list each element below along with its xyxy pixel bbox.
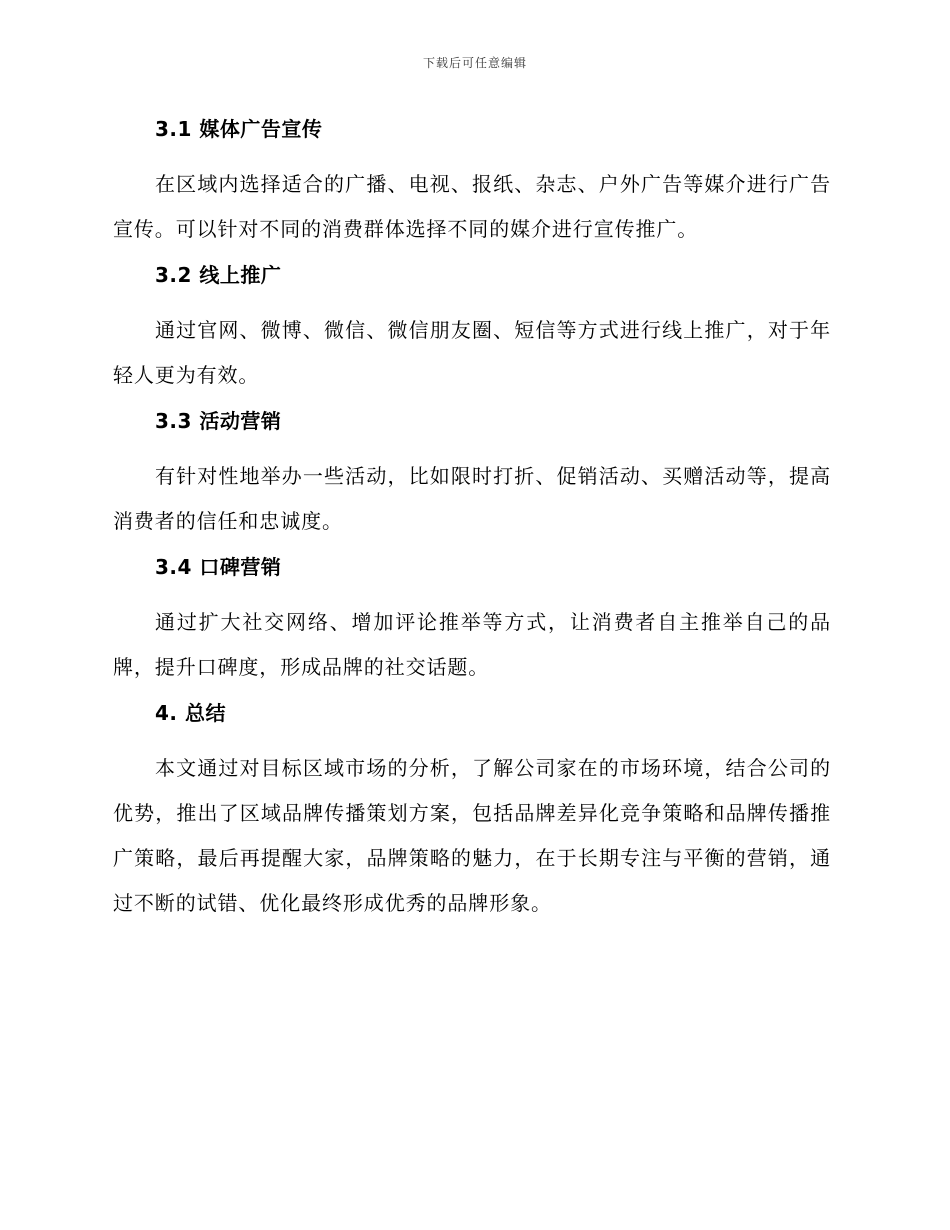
section-heading-4: 4. 总结: [155, 701, 226, 725]
section-paragraph-3-4: 通过扩大社交网络、增加评论推举等方式，让消费者自主推举自己的品牌，提升口碑度，形成品牌的社交话题。: [113, 610, 831, 679]
section-heading-3-1: 3.1 媒体广告宣传: [155, 117, 323, 141]
section-paragraph-3-1: 在区域内选择适合的广播、电视、报纸、杂志、户外广告等媒介进行广告宣传。可以针对不同的消费群体选择不同的媒介进行宣传推广。: [113, 172, 831, 241]
page-header: 下载后可任意编辑: [422, 56, 527, 70]
section-paragraph-3-3: 有针对性地举办一些活动，比如限时打折、促销活动、买赠活动等，提高消费者的信任和忠诚度。: [113, 464, 831, 533]
section-heading-3-2: 3.2 线上推广: [155, 263, 282, 287]
section-paragraph-4: 本文通过对目标区域市场的分析，了解公司家在的市场环境，结合公司的优势，推出了区域品牌传播策划方案，包括品牌差异化竞争策略和品牌传播推广策略，最后再提醒大家，品牌策略的魅力，在于长期专注与平衡的营销，通过不断的试错、优化最终形成优秀的品牌形象。: [113, 756, 831, 915]
document-body: [113, 112, 831, 926]
section-paragraph-3-2: 通过官网、微博、微信、微信朋友圈、短信等方式进行线上推广，对于年轻人更为有效。: [113, 318, 831, 387]
section-heading-3-3: 3.3 活动营销: [155, 409, 282, 433]
section-heading-3-4: 3.4 口碑营销: [155, 555, 282, 579]
